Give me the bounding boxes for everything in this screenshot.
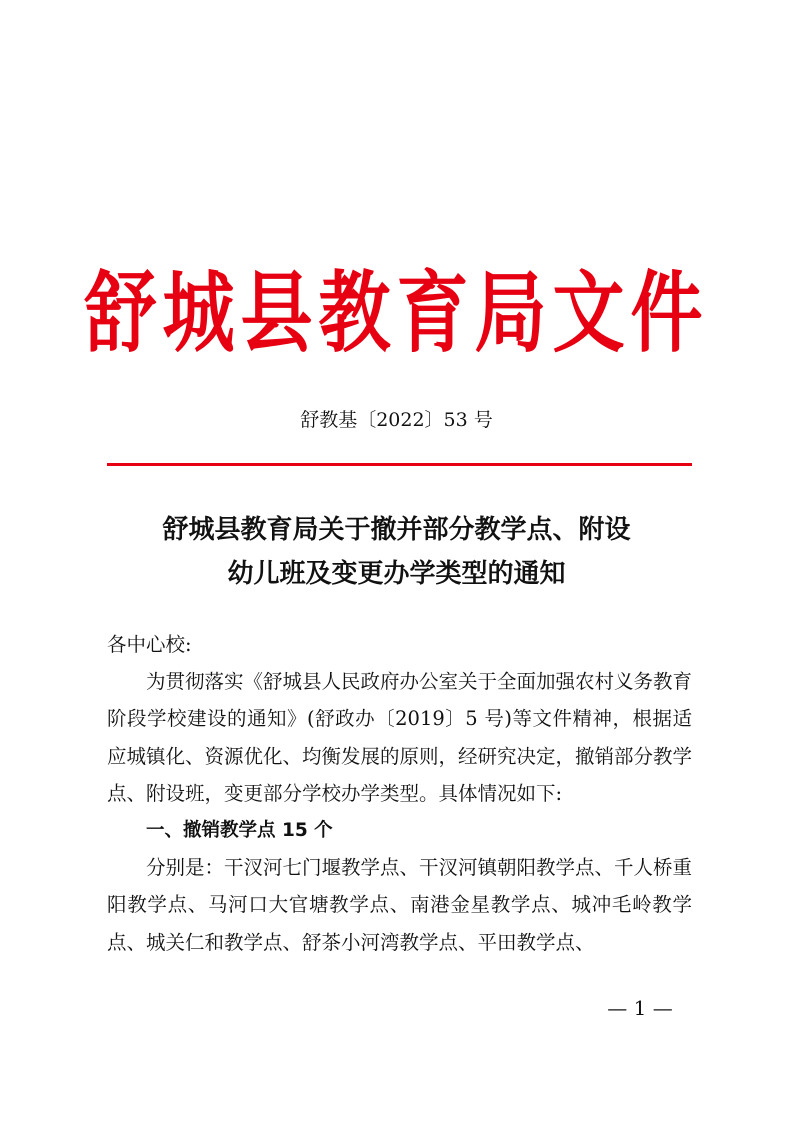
document-title: [0, 508, 793, 596]
body-paragraph-1: 为贯彻落实《舒城县人民政府办公室关于全面加强农村义务教育阶段学校建设的通知》(舒政办〔2019〕5 号)等文件精神，根据适应城镇化、资源优化、均衡发展的原则，经研究决定，撤销部分教学点、附设班，变更部分学校办学类型。具体情况如下:: [107, 670, 693, 805]
red-divider-line: [107, 463, 692, 466]
document-title-line-1: 舒城县教育局关于撤并部分教学点、附设: [162, 515, 631, 545]
body-paragraph-2: 分别是：干汊河七门堰教学点、干汊河镇朝阳教学点、千人桥重阳教学点、马河口大官塘教学点、南港金星教学点、城冲毛岭教学点、城关仁和教学点、舒茶小河湾教学点、平田教学点、: [107, 856, 693, 954]
section-heading-1: 一、撤销教学点 15 个: [146, 820, 333, 842]
page-number: — 1 —: [607, 996, 673, 1020]
document-title-line-2: 幼儿班及变更办学类型的通知: [227, 559, 566, 589]
masthead-title: 舒城县教育局文件: [84, 260, 709, 365]
document-number: 舒教基〔2022〕53 号: [300, 409, 493, 431]
salutation: 各中心校:: [107, 633, 192, 656]
document-body: [107, 626, 692, 961]
